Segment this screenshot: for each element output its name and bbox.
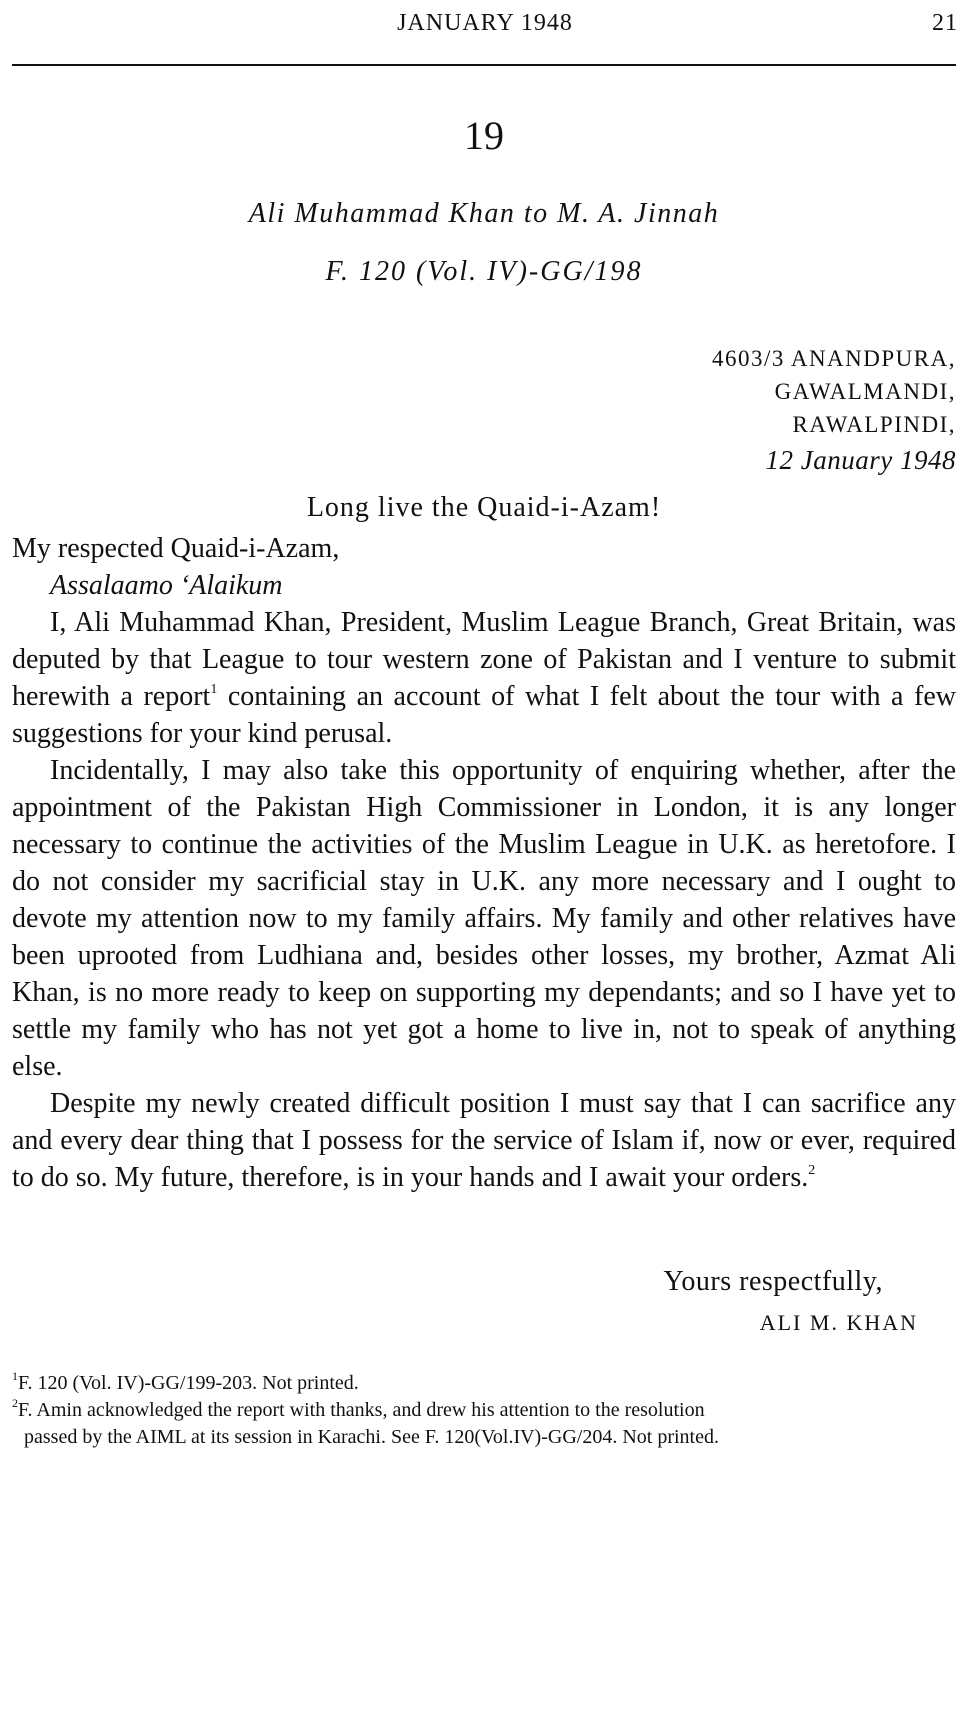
letter-date: 12 January 1948	[765, 445, 956, 475]
paragraph-text: containing an account of what I felt about the tour with a few suggestions for your kind perusal.	[12, 681, 956, 749]
footnote-reference: 1	[210, 682, 218, 697]
header-rule	[12, 64, 956, 66]
footnote-marker: 2	[12, 1396, 18, 1410]
slogan: Long live the Quaid-i-Azam!	[306, 492, 662, 523]
running-head	[12, 10, 958, 42]
footnote-text: F. 120 (Vol. IV)-GG/199-203. Not printed.	[18, 1372, 359, 1394]
paragraph: Incidentally, I may also take this opportunity of enquiring whether, after the appointment of the Pakistan High Commissioner in London, it is any longer necessary to continue the activities of the Muslim League in U.K. as heretofore. I do not consider my sacrificial stay in U.K. any more necessary and I ought to devote my attention now to my family affairs. My family and other relatives have been uprooted from Ludhiana and, besides other losses, my brother, Azmat Ali Khan, is no more ready to keep on supporting my dependants; and so I have yet to settle my family who has not yet got a home to live in, not to speak of anything else.	[12, 755, 956, 1082]
document-number: 19	[464, 113, 504, 158]
paragraph	[12, 604, 956, 752]
footnotes	[12, 1370, 956, 1451]
document-title: Ali Muhammad Khan to M. A. Jinnah	[248, 198, 720, 229]
salutation: My respected Quaid-i-Azam,	[12, 533, 340, 564]
paragraph	[12, 1085, 956, 1196]
paragraph-text: I, Ali Muhammad Khan, President, Muslim League Branch, Great Britain, was deputed by that League to tour western zone of Pakistan and I venture to submit herewith a report	[12, 607, 956, 712]
letter-body	[12, 530, 956, 1196]
footnote	[12, 1370, 956, 1397]
footnote-marker: 1	[12, 1369, 18, 1383]
greeting: Assalaamo ‘Alaikum	[50, 570, 283, 601]
paragraph-text: Despite my newly created difficult position I must say that I can sacrifice any and every dear thing that I possess for the service of Islam if, now or ever, required to do so. My future, therefore, is in your hands and I await your orders.	[12, 1088, 956, 1193]
signature: ALI M. KHAN	[759, 1310, 918, 1335]
running-head-title: JANUARY 1948	[397, 10, 573, 36]
footnote	[12, 1397, 956, 1451]
page-number: 21	[932, 10, 958, 36]
address-line: GAWALMANDI,	[774, 379, 956, 404]
footnote-text: passed by the AIML at its session in Karachi. See F. 120(Vol.IV)-GG/204. Not printed.	[24, 1426, 719, 1448]
closing: Yours respectfully,	[663, 1266, 883, 1297]
document-reference: F. 120 (Vol. IV)-GG/198	[325, 256, 643, 287]
footnote-reference: 2	[808, 1163, 816, 1178]
sender-address	[712, 342, 956, 479]
address-line: 4603/3 ANANDPURA,	[711, 346, 956, 371]
footnote-text: F. Amin acknowledged the report with thanks, and drew his attention to the resolution	[18, 1399, 705, 1421]
address-line: RAWALPINDI,	[792, 412, 956, 437]
